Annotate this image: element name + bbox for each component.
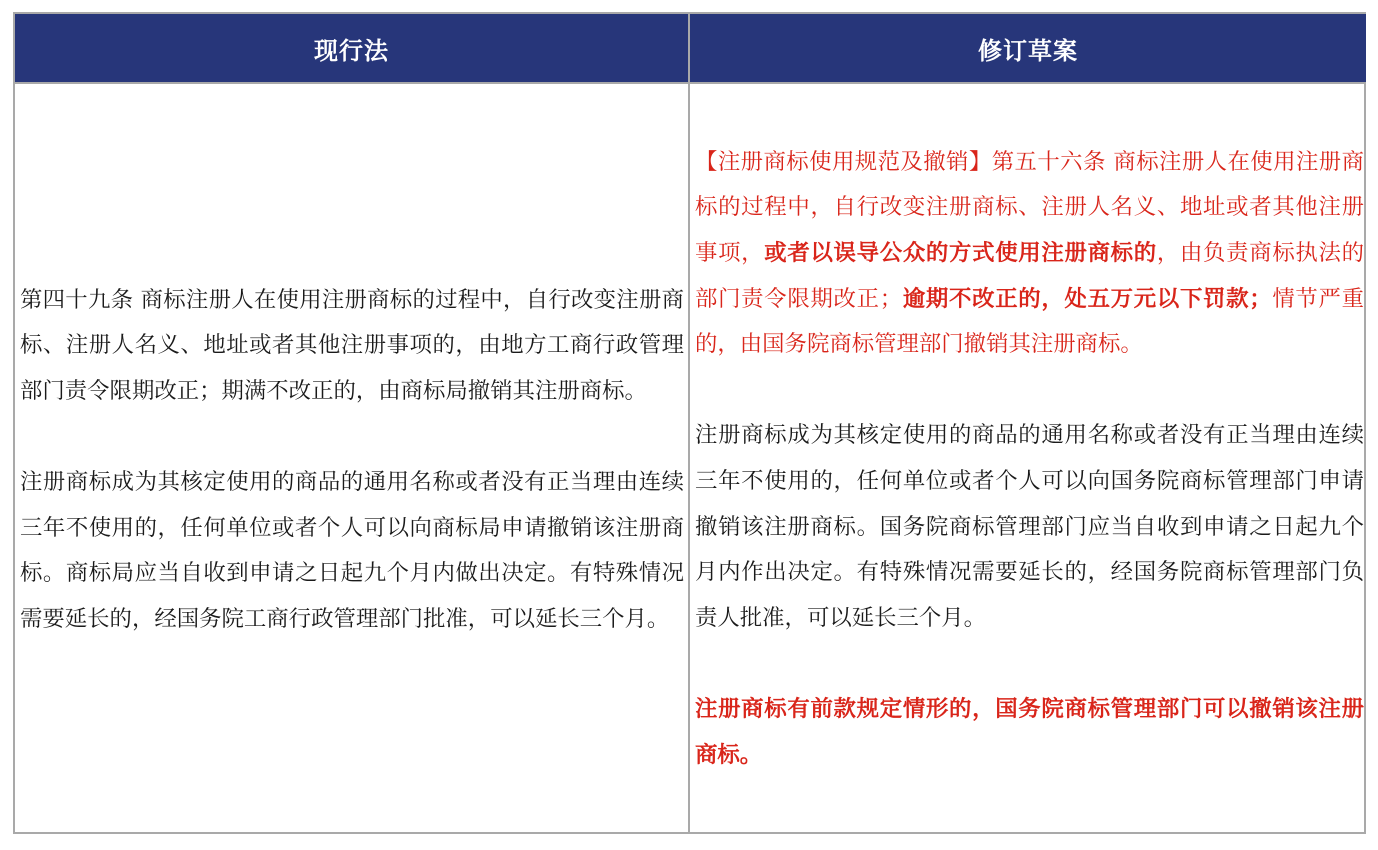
draft-p1-text-e: 情节严重的，由国务院商标管理部门撤销其注册商标。 [695, 285, 1365, 358]
current-law-cell [15, 84, 690, 832]
draft-p1-text-a: 【注册商标使用规范及撤销】第五十六条 商标注册人在使用注册商标的过程中，自行改变注册商标、注册人名义、地址或者其他注册事项， [695, 148, 1364, 267]
draft-p1-bold-misleading-use: 或者以误导公众的方式使用注册商标的 [764, 240, 1157, 267]
revision-draft-cell [690, 84, 1366, 832]
current-law-paragraph-1: 第四十九条 商标注册人在使用注册商标的过程中，自行改变注册商标、注册人名义、地址或者其他注册事项的，由地方工商行政管理部门责令限期改正；期满不改正的，由商标局撤销其注册商标。 [20, 286, 684, 404]
paragraph-gap [695, 641, 1364, 687]
draft-paragraph-3: 注册商标有前款规定情形的，国务院商标管理部门可以撤销该注册商标。 [695, 695, 1364, 768]
comparison-table [13, 12, 1366, 834]
draft-paragraph-2: 注册商标成为其核定使用的商品的通用名称或者没有正当理由连续三年不使用的，任何单位或者个人可以向国务院商标管理部门申请撤销该注册商标。国务院商标管理部门应当自收到申请之日起九个月内作出决定。有特殊情况需要延长的，经国务院商标管理部门负责人批准，可以延长三个月。 [695, 422, 1364, 631]
paragraph-gap [20, 414, 684, 460]
header-current-law: 现行法 [15, 14, 690, 84]
paragraph-gap [695, 368, 1364, 414]
draft-p1-text-c: ，由负责商标执法的部门责令限期改正； [695, 240, 1365, 312]
draft-paragraph-1 [695, 140, 1364, 368]
header-revision-draft: 修订草案 [690, 14, 1366, 84]
current-law-paragraph-2: 注册商标成为其核定使用的商品的通用名称或者没有正当理由连续三年不使用的，任何单位或者个人可以向商标局申请撤销该注册商标。商标局应当自收到申请之日起九个月内做出决定。有特殊情况需要延长的，经国务院工商行政管理部门批准，可以延长三个月。 [20, 469, 684, 632]
draft-p1-bold-penalty: 逾期不改正的，处五万元以下罚款； [902, 285, 1272, 312]
